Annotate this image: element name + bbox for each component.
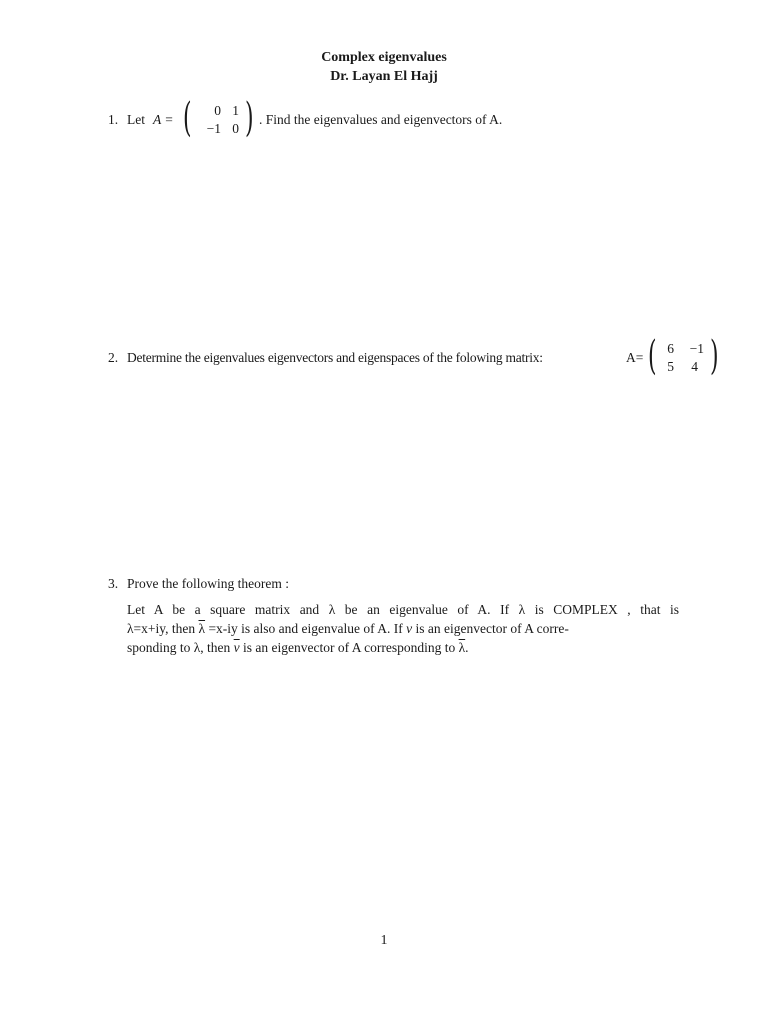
lambda-bar: $\overline{\lambda}$ (458, 640, 466, 655)
problem-1-matrix (183, 95, 263, 142)
theorem-text: is an eigenvector of A corresponding to (239, 640, 459, 655)
document-title: Complex eigenvalues (321, 50, 447, 65)
theorem-line-2 (127, 619, 679, 638)
theorem-line-1: Let A be a square matrix and λ be an eigenvalue of A. If λ is COMPLEX , that is (127, 602, 679, 617)
problem-2-number: 2. (108, 350, 119, 365)
left-paren: ( (183, 95, 192, 141)
problem-2-matrix (648, 333, 728, 380)
matrix-cell: 0 (214, 103, 221, 118)
problem-2-text: Determine the eigenvalues eigenvectors and eigenspaces of the folowing matrix: (127, 350, 543, 365)
problem-3-text: Prove the following theorem : (127, 576, 289, 591)
page-number: 1 (380, 933, 388, 948)
right-paren: ) (710, 333, 719, 379)
theorem-text: λ=x+iy, then (127, 621, 199, 636)
problem-1-tail: . Find the eigenvalues and eigenvectors of A. (259, 112, 503, 127)
matrix-cell: 5 (667, 359, 674, 374)
problem-3-number: 3. (108, 576, 119, 591)
theorem-text: is an eigenvector of A corre- (412, 621, 569, 636)
theorem-text: . (465, 640, 469, 655)
matrix-cell: 1 (232, 103, 239, 118)
lambda-bar: $\overline{\lambda}$ (198, 621, 206, 636)
problem-1-lead: Let (127, 112, 145, 127)
matrix-cell: −1 (689, 341, 704, 356)
theorem-text: =x-iy is also and eigenvalue of A. If (205, 621, 407, 636)
matrix-cell: 4 (691, 359, 698, 374)
right-paren: ) (245, 95, 254, 141)
theorem-statement (127, 600, 679, 657)
matrix-cell: 0 (232, 121, 239, 136)
matrix-cell: 6 (667, 341, 674, 356)
problem-2-symbol: A= (626, 350, 644, 365)
theorem-line-3 (127, 638, 679, 657)
problem-1-number: 1. (108, 112, 119, 127)
problem-1-symbol: A = (153, 112, 174, 127)
vector-v: v (406, 621, 413, 636)
vector-v-bar: $\overline{v}$ (233, 640, 240, 655)
theorem-text: sponding to λ, then (127, 640, 234, 655)
document-author: Dr. Layan El Hajj (330, 69, 438, 84)
matrix-cell: −1 (206, 121, 221, 136)
left-paren: ( (648, 333, 657, 379)
